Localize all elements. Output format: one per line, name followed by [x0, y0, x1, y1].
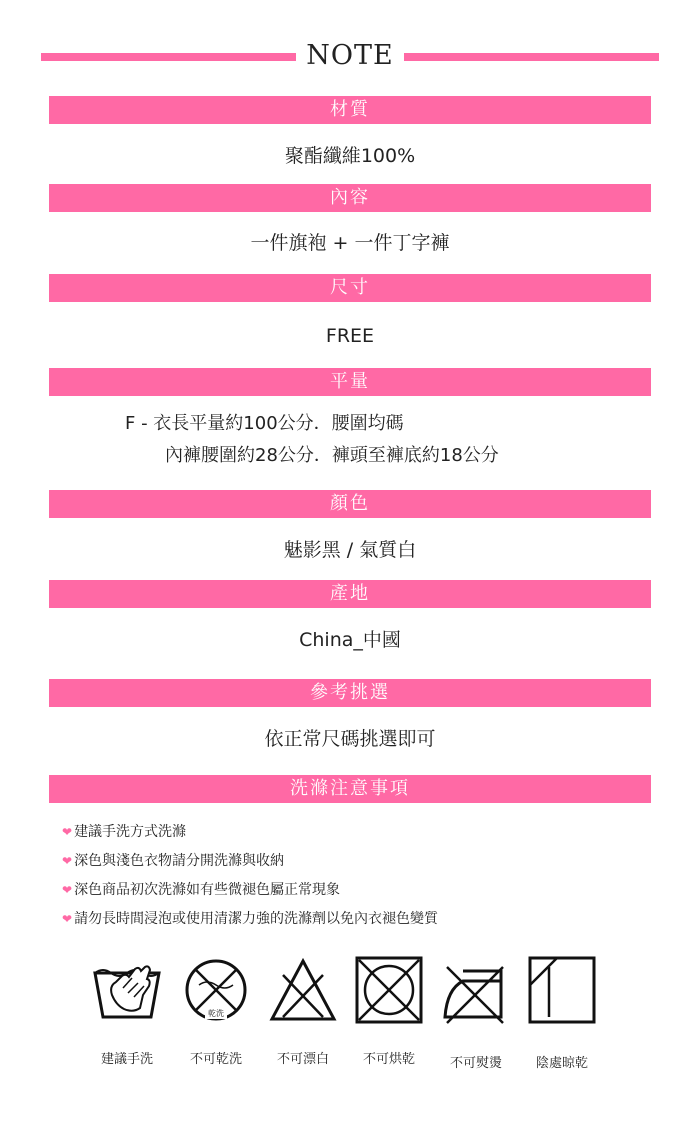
list-item — [62, 876, 438, 905]
no-iron-label: 不可熨燙 — [449, 1056, 502, 1071]
section-label-measure: 平量 — [49, 368, 651, 396]
care-list — [62, 818, 438, 934]
no-tumble-dry-label: 不可烘乾 — [362, 1052, 415, 1067]
care-item-text: 建議手洗方式洗滌 — [74, 824, 187, 840]
page-title: NOTE — [306, 40, 394, 71]
pick-value: 依正常尺碼挑選即可 — [264, 728, 436, 750]
material-value: 聚酯纖維100% — [284, 145, 416, 167]
care-item-text: 深色商品初次洗滌如有些微褪色屬正常現象 — [74, 882, 341, 898]
shade-dry-label: 陰處晾乾 — [535, 1056, 588, 1071]
care-item-text: 請勿長時間浸泡或使用清潔力強的洗滌劑以免內衣褪色變質 — [74, 911, 439, 927]
section-label-origin: 產地 — [49, 580, 651, 608]
heart-icon: ❤ — [62, 883, 73, 897]
note-header — [0, 36, 700, 76]
section-label-care: 洗滌注意事項 — [49, 775, 651, 803]
size-value: FREE — [325, 325, 375, 347]
list-item — [62, 905, 438, 934]
shade-dry-icon — [527, 955, 597, 1025]
header-divider-left — [41, 53, 296, 61]
no-tumble-dry-icon — [354, 955, 424, 1025]
section-label-color: 顏色 — [49, 490, 651, 518]
measure-line-2: 內褲腰圍約28公分．褲頭至褲底約18公分 — [165, 445, 499, 466]
dry-clean-icon-text: 乾洗 — [208, 1009, 224, 1018]
hand-wash-icon — [92, 955, 162, 1025]
color-value: 魅影黑 / 氣質白 — [283, 539, 417, 561]
section-label-pick: 參考挑選 — [49, 679, 651, 707]
origin-value: China_中國 — [299, 629, 401, 651]
measure-line-1: F - 衣長平量約100公分．腰圍均碼 — [125, 413, 404, 434]
section-label-contents: 內容 — [49, 184, 651, 212]
no-dry-clean-icon — [181, 955, 251, 1025]
contents-value: 一件旗袍 + 一件丁字褲 — [250, 232, 450, 254]
heart-icon: ❤ — [62, 912, 73, 926]
no-bleach-label: 不可漂白 — [276, 1052, 329, 1067]
header-divider-right — [404, 53, 659, 61]
section-label-material: 材質 — [49, 96, 651, 124]
care-item-text: 深色與淺色衣物請分開洗滌與收納 — [74, 853, 285, 869]
heart-icon: ❤ — [62, 825, 73, 839]
hand-wash-label: 建議手洗 — [100, 1052, 153, 1067]
no-bleach-icon — [268, 955, 338, 1025]
section-label-size: 尺寸 — [49, 274, 651, 302]
no-dry-clean-label: 不可乾洗 — [189, 1052, 242, 1067]
no-iron-icon — [441, 955, 511, 1025]
list-item — [62, 847, 438, 876]
heart-icon: ❤ — [62, 854, 73, 868]
list-item — [62, 818, 438, 847]
